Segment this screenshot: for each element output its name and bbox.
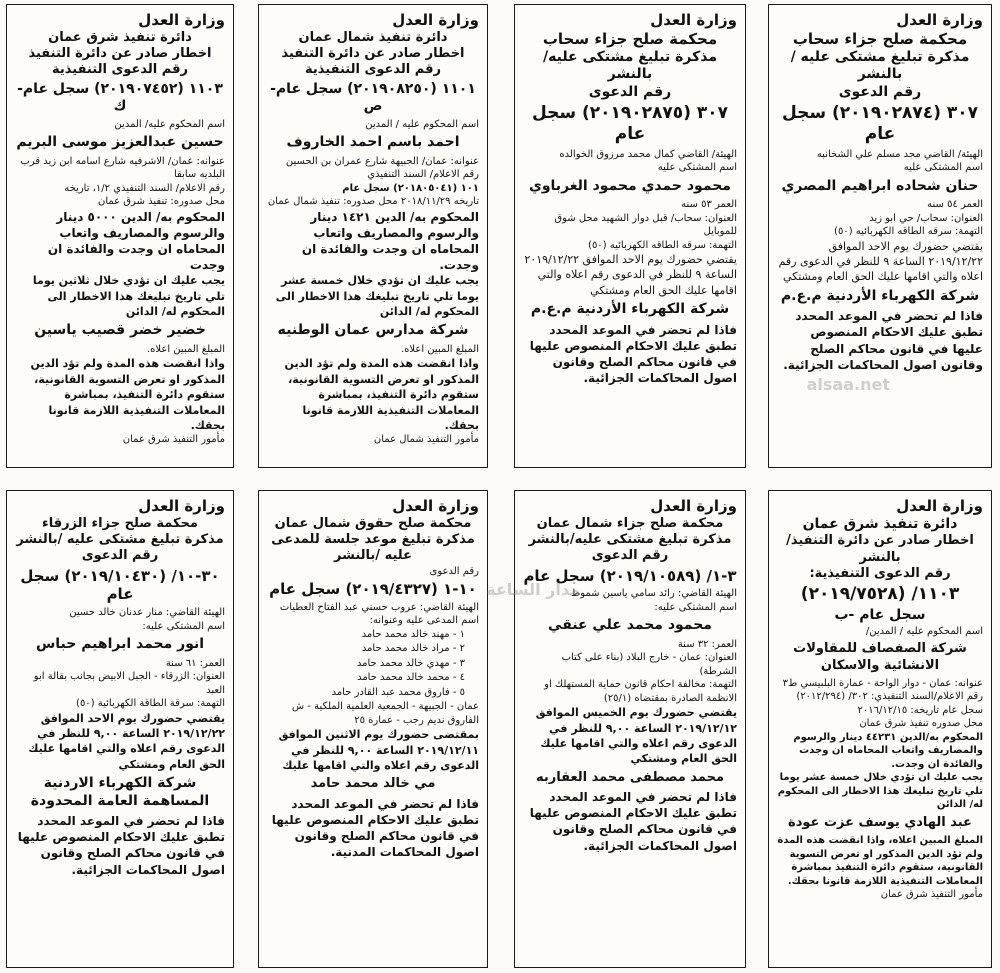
summons-body: يقتضي حضورك يوم الاحد الموافق ٢٠١٩/١٢/٢٢ الساعة ٩,٠٠ للنظر في الدعوى رقم اعلاه والتي اقامها عليك الحق العام ومشتكي bbox=[28, 711, 225, 771]
footer-warning: فاذا لم تحضر في الموعد المحدد تطبق عليك الاحكام المنصوص عليها في قانون محاكم الصلح وقانون اصول المحاكمات المدنية. bbox=[271, 796, 479, 860]
creditor-name: خضير خضر قصيب ياسين bbox=[34, 322, 206, 339]
debtor-label: اسم المحكوم عليه / المدين/ bbox=[865, 625, 983, 637]
ref: رقم الاعلام/ السند التنفيذي ١/٢، تاريخه bbox=[64, 182, 225, 194]
notice-east-amman-7528 bbox=[768, 490, 992, 968]
court-name: محكمة صلح جزاء الزرقاء bbox=[42, 515, 198, 531]
complainant-company: شركة الكهرباء الاردنية المساهمة العامة المحدودة bbox=[30, 775, 210, 809]
debtor-name: شركة الصفصاف للمقاولات الانشائية والاسكان bbox=[793, 641, 967, 673]
footer-warning: فاذا لم تحضر في الموعد المحدد تطبق عليك الاحكام المنصوص عليها في قانون محاكم الصلح وقانون اصول المحاكمات الجزائية. bbox=[529, 322, 737, 386]
age: العمر ٥٤ سنه bbox=[927, 199, 983, 210]
notice-sahab-2874 bbox=[768, 4, 992, 468]
notice-north-amman-10589 bbox=[514, 490, 746, 968]
court-name: دائرة تنفيذ شرق عمان bbox=[802, 515, 958, 532]
list-item: ١ - مهند خالد محمد حامد bbox=[361, 628, 465, 640]
court-name: محكمة صلح حقوق شمال عمان bbox=[274, 515, 472, 531]
ref-label: رقم الاعلام/ السند التنفيذي bbox=[367, 169, 479, 180]
charge: التهمة: سرقه الطاقه الكهربائيه (٥٠) bbox=[834, 226, 983, 237]
ref-number: ١٠١ (٢٠١٨٠٥٠٤١) سجل عام bbox=[342, 182, 479, 194]
plaintiff-name: مي خالد محمد حامد bbox=[310, 776, 436, 792]
payment-body: يجب عليك ان تؤدي خلال ثلاثين يوما تلي تاريخ تبليغك هذا الاخطار الى المحكوم له/ الدائن bbox=[32, 274, 225, 319]
address: عنوانه: عمان/ الاشرفيه شارع اسامه ابن زيد قرب البلديه سابقا bbox=[20, 155, 225, 180]
issue-place: محل صدوره: تنفيذ شرق عمان bbox=[97, 196, 225, 207]
notice-title: اخطار صادر عن دائرة التنفيذ bbox=[281, 46, 465, 61]
footer-warning: فاذا لم تحضر في الموعد المحدد تطبق عليك الاحكام المنصوص عليها في قانون محاكم الصلح وقانون اصول المحاكمات الجزائية. bbox=[783, 309, 983, 372]
address: عنوانه: عمان - دوار الواحة - عمارة البلبيسي ط٣ bbox=[782, 677, 983, 689]
debtor-name: حسين عبدالعزيز موسى البريم bbox=[16, 134, 224, 150]
age: العمر: ٦١ سنة bbox=[165, 657, 225, 669]
ref: رقم الاعلام/السند التنفيذي: ٣٠٢/ (٢٠١٢/٢٩٤) سجل عام تاريخه: ٢٠١٦/١٢/١٥ bbox=[796, 691, 983, 716]
charge: التهمة: سرقة الطاقة الكهربائية (٥٠) bbox=[76, 698, 225, 709]
ministry-label: وزارة العدل bbox=[138, 11, 225, 29]
case-label: رقم الدعوى التنفيذية bbox=[305, 62, 441, 78]
amount: المحكوم به/الدين ٤٤٢٣١ دينار والرسوم والمصاريف واتعاب المحاماه ان وجدت والفائدة ان وجدت. bbox=[793, 731, 983, 770]
case-number: ١١٠١ (٢٠١٩٠٨٢٥٠) سجل عام-ص bbox=[270, 80, 476, 114]
case-number: ١١٠٣ (٢٠١٩٠٧٤٥٢) سجل عام-ك bbox=[17, 80, 223, 114]
notice-north-amman-execution bbox=[258, 4, 488, 468]
case-label: رقم الدعوى التنفيذية bbox=[52, 62, 188, 78]
complainant-company: شركة الكهرباء الأردنية م.ع.م bbox=[780, 287, 980, 304]
judge: الهيئة/ القاضي كمال محمد مرزوق الخوالده bbox=[559, 148, 737, 160]
notice-title: مذكرة تبليغ مشتكى عليه / بالنشر bbox=[790, 48, 970, 82]
notice-north-amman-civil-4327 bbox=[258, 490, 488, 968]
footer-warning: فاذا لم تحضر في الموعد المحدد تطبق عليك الاحكام المنصوص عليها في قانون محاكم الصلح وقانون اصول المحاكمات الجزائية. bbox=[529, 790, 737, 853]
summons-body: يقتضي حضورك يوم الاحد الموافق ٢٠١٩/١٢/٢٢ الساعة ٩ للنظر في الدعوى رقم اعلاه والتي اقامها عليك الحق العام ومشتكي bbox=[778, 239, 983, 284]
ministry-label: وزارة العدل bbox=[650, 11, 737, 29]
summons-body: بمقتضى حضورك يوم الاثنين الموافق ٢٠١٩/١٢/١١ الساعة ٩,٠٠ للنظر في الدعوى رقم اعلاه والتي اقامها عليك bbox=[278, 728, 479, 773]
case-label: رقم الدعوى bbox=[429, 565, 479, 577]
watermark: alsaa.net bbox=[806, 375, 890, 394]
creditor-name: عبد الهادي يوسف عزت عودة bbox=[788, 814, 972, 830]
list-item: ٤ - محمد خالد محمد حامد bbox=[357, 672, 465, 684]
defendant-name: انور محمد ابراهيم حباس bbox=[35, 636, 205, 652]
court-name: محكمة صلح جزاء شمال عمان bbox=[536, 515, 724, 531]
complainant-company: شركة الكهرباء الأردنية م.ع.م bbox=[530, 301, 730, 318]
case-number: ٣٠٧ (٢٠١٩٠٢٨٧٥) سجل عام bbox=[531, 103, 729, 145]
case-number: ١٠-١ (٢٠١٩/٤٣٢٧) سجل عام bbox=[269, 580, 477, 598]
ministry-label: وزارة العدل bbox=[896, 497, 983, 515]
case-label: رقم الدعوى bbox=[588, 83, 672, 100]
warning: واذا انقضت هذه المدة ولم تؤد الدين المذكور او تعرض التسوية القانونية، ستقوم دائرة التنفيذ، بمباشرة المعاملات التنفيذية اللازمة قانونا بحقك. bbox=[284, 357, 479, 432]
notice-zarqa-10430 bbox=[6, 490, 234, 968]
amount-note: المبلغ المبين اعلاه. bbox=[401, 343, 479, 355]
officer: مأمور التنفيذ شرق عمان bbox=[880, 889, 983, 900]
defendant-label: اسم المشتكى عليه bbox=[903, 162, 983, 173]
defendants-list bbox=[267, 628, 479, 701]
charge: التهمة: سرقه الطاقه الكهربائيه (٥٠) bbox=[588, 239, 737, 251]
address: عنوانه: عمان/ الجبيهة شارع عمران بن الحسين bbox=[285, 155, 479, 167]
case-number: ١١٠٣/ (٢٠١٩/٧٥٢٨) bbox=[800, 584, 960, 604]
ministry-label: وزارة العدل bbox=[392, 497, 479, 515]
amount-note: المبلغ المبين اعلاه. bbox=[147, 343, 225, 355]
notice-title: مذكرة تبليغ موعد جلسة للمدعى عليه /بالنشر bbox=[271, 532, 475, 564]
case-number: ٣٠-١٠/ (٢٠١٩/١٠٤٣٠) سجل عام bbox=[20, 566, 220, 604]
notice-title: مذكرة تبليغ مشتكى عليه/بالنشر bbox=[528, 532, 732, 547]
address: عمان - الجبيهة - الجمعية العلمية الملكية - ش الفاروق نديم رجب - عمارة ٢٥ bbox=[291, 701, 479, 726]
ministry-label: وزارة العدل bbox=[392, 11, 479, 29]
court-name: دائرة تنفيذ شرق عمان bbox=[48, 29, 192, 45]
officer: مأمور التنفيذ شرق عمان bbox=[122, 434, 225, 446]
summons-body: يقتضي حضورك يوم الاحد الموافق ٢٠١٩/١٢/٢٢ الساعة ٩ للنظر في الدعوى رقم اعلاه والتي اقامها عليك الحق العام ومشتكي bbox=[524, 253, 737, 297]
notice-east-amman-execution bbox=[6, 4, 234, 468]
amount: المحكوم به/ الدين ١٤٢١ دينار والرسوم والمصاريف واتعاب المحاماه ان وجدت والفائدة ان وجدت. bbox=[301, 209, 479, 273]
case-label: رقم الدعوى bbox=[81, 548, 159, 564]
amount: المحكوم به/ الدين ٥٠٠٠ دينار والرسوم والمصاريف واتعاب المحاماه ان وجدت والفائدة ان وجدت bbox=[47, 209, 225, 273]
record-type: سجل عام -ب bbox=[834, 607, 926, 624]
summons-body: يقتضي حضورك يوم الخميس الموافق ٢٠١٩/١٢/١٢ الساعة ٩,٠٠ للنظر في الدعوى رقم اعلاه والتي اقامها عليك الحق العام ومشتكي bbox=[535, 706, 737, 766]
court-name: محكمة صلح جزاء سحاب bbox=[542, 29, 718, 48]
age: العمر ٥٣ سنه bbox=[681, 199, 737, 210]
creditor-name: شركة مدارس عمان الوطنيه bbox=[277, 322, 469, 339]
ministry-label: وزارة العدل bbox=[896, 11, 983, 29]
court-name: دائرة تنفيذ شمال عمان bbox=[298, 29, 448, 45]
defendants-label: اسم المدعى عليه وعنوانه: bbox=[369, 615, 479, 627]
notice-title: اخطار صادر عن دائرة التنفيذ/بالنشر bbox=[786, 533, 974, 565]
judge: الهيئة القاضي: عروب حسني عبد الفتاح العطيات bbox=[279, 601, 479, 613]
age: العمر: ٣٢ سنة bbox=[677, 638, 737, 650]
case-number: ٣-١/ (٢٠١٩/١٠٥٨٩) سجل عام bbox=[523, 566, 737, 585]
complainant-name: محمد مصطفى محمد العقاربه bbox=[535, 769, 725, 785]
case-number: ٣٠٧ (٢٠١٩٠٢٨٧٤) سجل عام bbox=[781, 103, 979, 145]
judge: الهيئة القاضي: رائد سامي ياسين شموط bbox=[570, 588, 737, 600]
watermark: مدار الساعة bbox=[486, 580, 580, 599]
officer: مأمور التنفيذ شمال عمان bbox=[373, 434, 479, 446]
address: العنوان: سحاب/ قبل دوار الشهيد محل شوق للموبايل bbox=[554, 212, 737, 237]
defendant-name: محمود محمد علي عنقي bbox=[548, 617, 712, 634]
charge: التهمة: مخالفة احكام قانون حماية المستهلك او الانظمة الصادرة بمقتضاه (٢٥/١) bbox=[544, 679, 737, 704]
defendant-name: محمود حمدي محمود الغرباوي bbox=[529, 177, 731, 194]
warning: واذا انقضت هذه المدة ولم تؤد الدين المذكور او تعرض التسوية القانونية، ستقوم دائرة التنفيذ، بمباشرة المعاملات التنفيذية اللازمة قانونا بحقك. bbox=[30, 357, 225, 432]
defendant-label: اسم المشتكى عليه bbox=[657, 162, 737, 173]
address: العنوان: سحاب/ حي ابو زيد bbox=[869, 212, 983, 224]
address: العنوان: الزرقاء - الجبل الابيض بجانب بقالة ابو العبد bbox=[33, 671, 225, 696]
debtor-name: احمد باسم احمد الخاروف bbox=[286, 134, 460, 150]
ministry-label: وزارة العدل bbox=[138, 497, 225, 515]
defendant-name: حنان شحاده ابراهيم المصري bbox=[781, 177, 979, 194]
court-name: محكمة صلح جزاء سحاب bbox=[792, 29, 968, 48]
ministry-label: وزارة العدل bbox=[650, 497, 737, 515]
judge: الهيئة/ القاضي مجد مسلم علي الشخانبه bbox=[816, 148, 983, 160]
notice-title: مذكرة تبليغ مشتكى عليه/ بالنشر bbox=[543, 48, 717, 82]
notice-sahab-2875 bbox=[514, 4, 746, 468]
list-item: ٥ - فاروق محمد عبد القادر حامد bbox=[331, 686, 465, 698]
defendant-label: اسم المشتكى عليه: bbox=[142, 620, 225, 632]
payment-body: يجب عليك ان تؤدي خلال خمسة عشر يوما تلي تاريخ تبليغك هذا الاخطار الى المحكوم له/ الدائن bbox=[275, 274, 479, 319]
issue-place: محل صدوره تنفيذ شرق عمان bbox=[859, 718, 983, 730]
footer-warning: فاذا لم تحضر في الموعد المحدد تطبق عليك الاحكام المنصوص عليها في قانون محاكم الصلح وقانون اصول المحاكمات الجزائية. bbox=[17, 814, 225, 877]
defendant-label: اسم المشتكى عليه: bbox=[654, 601, 737, 613]
warning: المبلغ المبين اعلاه، واذا انقضت هذه المدة ولم تؤد الدين المذكور او تعرض التسوية القانونية، ستقوم دائرة التنفيذ بمباشرة المعاملات التنفيذية اللازمة قانونا بحقك. bbox=[777, 835, 983, 887]
debtor-label: اسم المحكوم عليه/ المدين bbox=[114, 118, 225, 130]
case-label: رقم الدعوى bbox=[591, 548, 669, 564]
notice-title: اخطار صادر عن دائرة التنفيذ bbox=[28, 46, 212, 61]
case-label: رقم الدعوى bbox=[838, 83, 922, 100]
payment-body: يجب عليك ان تؤدي خلال خمسة عشر يوما تلي تاريخ تبليغك هذا الاخطار الى المحكوم له/ الدائن bbox=[777, 772, 983, 811]
case-label: رقم الدعوى التنفيذية: bbox=[809, 565, 951, 581]
address: العنوان: عمان - خارج البلاد (بناء على كتاب الشرطة) bbox=[561, 652, 737, 677]
issue-date: تاريخه ٢٠١٨/١١/٢٩ محل صدوره: تنفيذ شمال عمان bbox=[267, 196, 479, 207]
list-item: ٢ - مراد خالد محمد حامد bbox=[361, 643, 465, 655]
list-item: ٣ - مهدي خالد محمد حامد bbox=[356, 657, 465, 669]
notice-title: مذكرة تبليغ مشتكى عليه /بالنشر bbox=[16, 532, 224, 547]
debtor-label: اسم المحكوم عليه / المدين bbox=[365, 118, 479, 130]
judge: الهيئة القاضي: منار عدنان خالد حسين bbox=[69, 607, 225, 618]
